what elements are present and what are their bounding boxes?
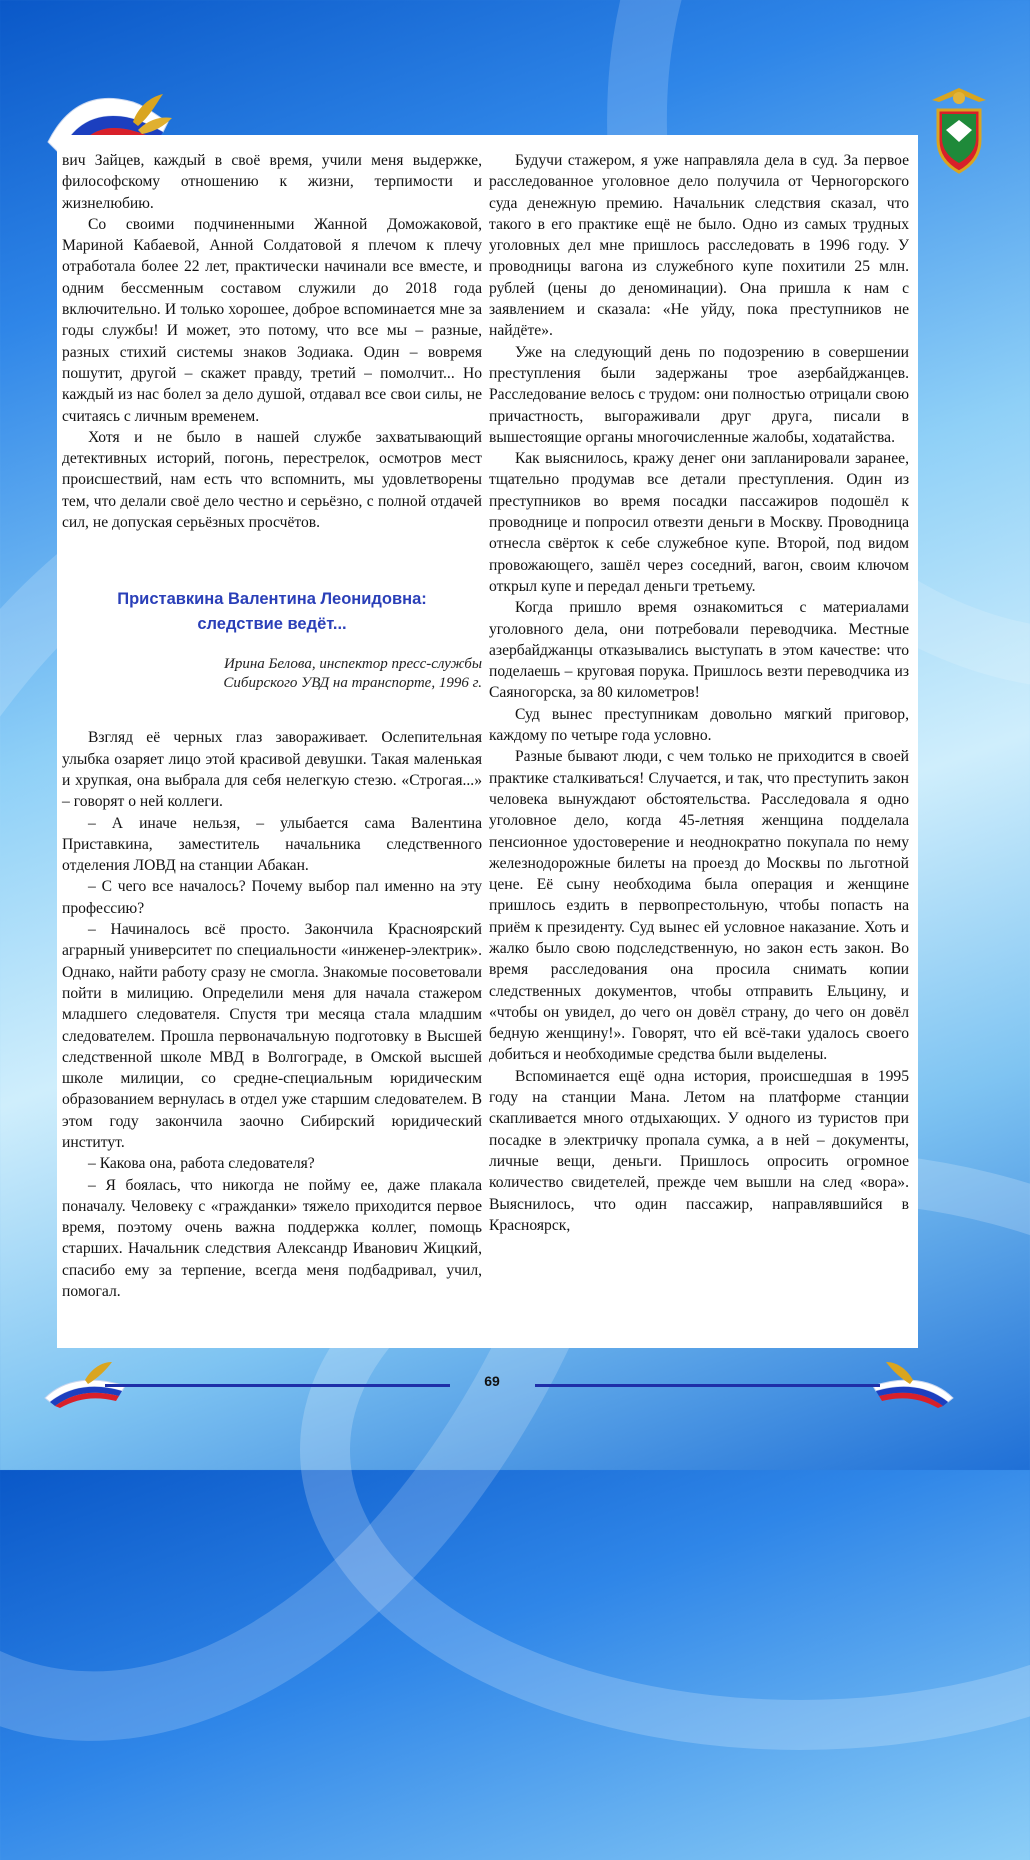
footer-rule-right: [535, 1384, 880, 1387]
paragraph: Хотя и не было в нашей службе захватывающий детективных историй, погонь, перестрелок, осмотров мест происшествий, нам есть что вспомнить, мы удовлетворены тем, что делали своё дело честно и серьёзно, с полной отдачей сил, не допуская серьёзных просчётов.: [62, 428, 482, 532]
paragraph: Суд вынес преступникам довольно мягкий приговор, каждому по четыре года условно.: [489, 705, 909, 745]
police-emblem-icon: [924, 80, 994, 180]
paragraph: – Начиналось всё просто. Закончила Красноярский аграрный университет по специальности «инженер-электрик». Однако, найти работу сразу не смогла. Знакомые посоветовали пойти в милицию. Определили меня для начала стажером младшего следователя. Спустя три месяца стала младшим следователем. Прошла первоначальную подготовку в Высшей следственной школе МВД в Волгограде, в Омской высшей школе милиции, со средне-специальным юридическим образованием вернулась в отдел уже старшим следователем. В этом году закончила заочно Сибирский юридический институт.: [62, 921, 482, 1151]
paragraph: Когда пришло время ознакомиться с материалами уголовного дела, они потребовали переводчика. Местные азербайджанцы отказывались выступать в этом качестве: что поделаешь – круговая порука. Пришлось везти переводчика из Саяногорска, за 80 километров!: [489, 599, 909, 702]
article-heading-line: следствие ведёт...: [197, 615, 347, 634]
page-number: 69: [484, 1373, 500, 1389]
byline-line: Сибирского УВД на транспорте, 1996 г.: [223, 675, 482, 692]
byline-line: Ирина Белова, инспектор пресс-службы: [224, 656, 482, 673]
paragraph: Взгляд её черных глаз завораживает. Ослепительная улыбка озаряет лицо этой красивой девушки. Такая маленькая и хрупкая, она выбрала для себя нелегкую стезю. «Строгая...» – говорят о ней коллеги.: [62, 729, 482, 811]
footer-rule-left: [105, 1384, 450, 1387]
paragraph: – Какова она, работа следователя?: [88, 1155, 315, 1173]
flag-ribbon-left-icon: [40, 1358, 130, 1408]
paragraph: Разные бывают люди, с чем только не приходится в своей практике сталкиваться! Случается, и так, что преступить закон человека вынуждают обстоятельства. Расследовала я одно уголовное дело, когда 45-летняя женщина подделала пенсионное удостоверение и неоднократно покупала по нему железнодорожные билеты на проезд до Москвы по льготной цене. Её сыну необходима была операция и женщине пришлось ездить в первопрестольную, чтобы попасть на приём к президенту. Суд вынес ей условное наказание. Хоть и жалко было свою подследственную, но закон есть закон. Во время расследования она просила снимать копии следственных документов, чтобы отправить Ельцину, и «чтобы он увидел, до чего он довёл страну, до чего он довёл бедную женщину!». Говорят, что ей всё-таки удалось своего добиться и необходимые средства были выделены.: [489, 748, 909, 1064]
paragraph: Будучи стажером, я уже направляла дела в суд. За первое расследованное уголовное дело получила от Черногорского суда денежную премию. Начальник следствия сказал, что такого в его практике ещё не было. Одно из самых трудных уголовных дел мне пришлось расследовать в 1996 году. У проводницы вагона из служебного купе похитили 25 млн. рублей (цены до деноминации). Она пришла к нам с заявлением и сказала: «Не уйду, пока преступников не найдёте».: [489, 152, 909, 340]
article-heading-line: Приставкина Валентина Леонидовна:: [117, 590, 427, 609]
paragraph: Уже на следующий день по подозрению в совершении преступления были задержаны трое азербайджанцев. Расследование велось с трудом: они полностью отрицали свою причастность, выгораживали друг друга, писали в вышестоящие органы многочисленные жалобы, ходатайства.: [489, 343, 909, 446]
paragraph: вич Зайцев, каждый в своё время, учили меня выдержке, философскому отношению к жизни, терпимости и жизнелюбию.: [62, 152, 482, 212]
paragraph: Вспоминается ещё одна история, происшедшая в 1995 году на станции Мана. Летом на платформе станции скапливается много отдыхающих. У одного из туристов при посадке в электричку пропала сумка, а в ней – документы, личные вещи, деньги. Пришлось опросить огромное количество свидетелей, прежде чем вышли на след «вора». Выяснилось, что один пассажир, направлявшийся в Красноярск,: [489, 1067, 909, 1234]
paragraph: – С чего все началось? Почему выбор пал именно на эту профессию?: [62, 878, 482, 917]
paragraph: Со своими подчиненными Жанной Доможаковой, Мариной Кабаевой, Анной Солдатовой я плечом к плечу отработала более 22 лет, практически начинали все вместе, и одним бессменным составом служили до 2018 года включительно. И только хорошее, доброе вспоминается мне за годы службы! И может, это потому, что все мы – разные, разных стихий системы знаков Зодиака. Один – вовремя пошутит, другой – скажет правду, третий – помолчит... Но каждый из нас болел за дело душой, отдавал все свои силы, не считаясь с личным временем.: [62, 215, 482, 425]
paragraph: Как выяснилось, кражу денег они запланировали заранее, тщательно продумав все детали преступления. Один из преступников во время посадки пассажиров подошёл к проводнице и попросил отвезти деньги в Москву. Проводница отнесла свёрток к себе служебное купе. Второй, под видом провожающего, зашёл через соседний, вагон, своим ключом открыл купе и передал деньги третьему.: [489, 450, 909, 595]
flag-ribbon-right-icon: [868, 1358, 958, 1408]
paragraph: – А иначе нельзя, – улыбается сама Валентина Приставкина, заместитель начальника следственного отделения ЛОВД на станции Абакан.: [62, 814, 482, 875]
author-byline: [62, 655, 482, 693]
article-heading: [62, 587, 482, 637]
paragraph: – Я боялась, что никогда не пойму ее, даже плакала поначалу. Человеку с «гражданки» тяжело приходится первое время, поэтому очень важна поддержка коллег, помощь старших. Начальник следствия Александр Иванович Жицкий, спасибо ему за терпение, всегда меня подбадривал, учил, помогал.: [62, 1176, 482, 1301]
left-column: [62, 150, 482, 1302]
right-column: [489, 150, 909, 1236]
